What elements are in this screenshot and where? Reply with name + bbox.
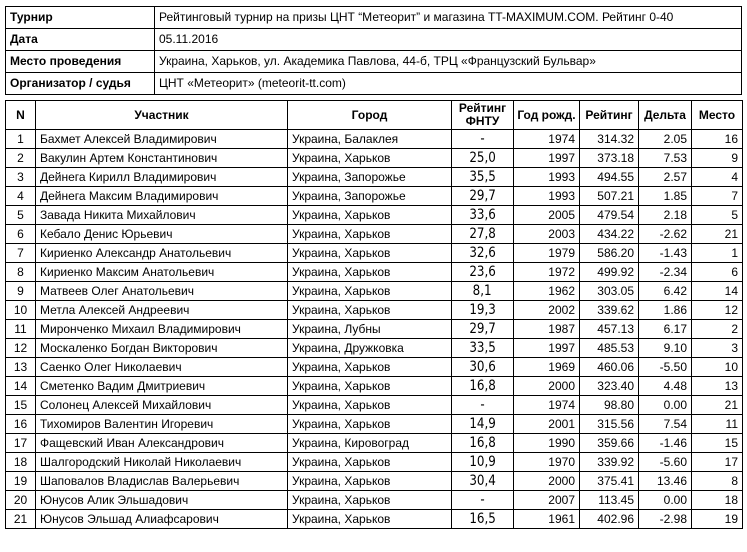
- info-value: Рейтинговый турнир на призы ЦНТ “Метеорит” и магазина TT-MAXIMUM.COM. Рейтинг 0-40: [155, 7, 742, 29]
- cell-birth-year: 1969: [514, 358, 580, 377]
- cell-participant: Шалгородский Николай Николаевич: [36, 453, 288, 472]
- table-row: [6, 377, 743, 396]
- cell-delta: 0.00: [639, 491, 692, 510]
- cell-city: Украина, Запорожье: [288, 168, 452, 187]
- cell-delta: 6.42: [639, 282, 692, 301]
- cell-n: 15: [6, 396, 36, 415]
- table-row: [6, 168, 743, 187]
- cell-city: Украина, Харьков: [288, 263, 452, 282]
- cell-birth-year: 1961: [514, 510, 580, 529]
- cell-birth-year: 2000: [514, 377, 580, 396]
- cell-city: Украина, Харьков: [288, 358, 452, 377]
- cell-fntu-rating: [452, 263, 514, 282]
- cell-fntu-rating: [452, 149, 514, 168]
- cell-n: 18: [6, 453, 36, 472]
- cell-rating: 499.92: [580, 263, 639, 282]
- cell-place: 3: [692, 339, 743, 358]
- info-key: Организатор / судья: [6, 73, 155, 95]
- cell-city: Украина, Харьков: [288, 510, 452, 529]
- cell-n: 12: [6, 339, 36, 358]
- cell-n: 13: [6, 358, 36, 377]
- cell-birth-year: 1987: [514, 320, 580, 339]
- cell-birth-year: 1962: [514, 282, 580, 301]
- cell-place: 5: [692, 206, 743, 225]
- cell-delta: -2.62: [639, 225, 692, 244]
- cell-rating: 507.21: [580, 187, 639, 206]
- cell-fntu-rating: [452, 434, 514, 453]
- cell-city: Украина, Дружковка: [288, 339, 452, 358]
- cell-place: 17: [692, 453, 743, 472]
- info-value: 05.11.2016: [155, 29, 742, 51]
- cell-city: Украина, Кировоград: [288, 434, 452, 453]
- cell-n: 10: [6, 301, 36, 320]
- header-fntu-line1: Рейтинг: [458, 101, 507, 115]
- cell-n: 2: [6, 149, 36, 168]
- cell-delta: 2.57: [639, 168, 692, 187]
- cell-rating: 485.53: [580, 339, 639, 358]
- fntu-value: -: [480, 131, 485, 147]
- cell-n: 4: [6, 187, 36, 206]
- fntu-value: 16,5: [469, 511, 496, 527]
- cell-participant: Юнусов Алик Эльшадович: [36, 491, 288, 510]
- cell-city: Украина, Запорожье: [288, 187, 452, 206]
- cell-fntu-rating: [452, 301, 514, 320]
- results-header-row: [6, 101, 743, 130]
- tournament-info-table: [5, 6, 742, 95]
- cell-fntu-rating: [452, 491, 514, 510]
- table-row: [6, 149, 743, 168]
- fntu-value: 32,6: [469, 245, 496, 261]
- cell-fntu-rating: [452, 244, 514, 263]
- table-row: [6, 130, 743, 149]
- fntu-value: 16,8: [469, 435, 496, 451]
- cell-participant: Кириенко Максим Анатольевич: [36, 263, 288, 282]
- cell-place: 10: [692, 358, 743, 377]
- cell-participant: Миронченко Михаил Владимирович: [36, 320, 288, 339]
- cell-place: 19: [692, 510, 743, 529]
- cell-delta: -5.60: [639, 453, 692, 472]
- fntu-value: 16,8: [469, 378, 496, 394]
- header-n: N: [6, 101, 36, 130]
- table-row: [6, 396, 743, 415]
- cell-rating: 339.62: [580, 301, 639, 320]
- cell-birth-year: 2001: [514, 415, 580, 434]
- cell-rating: 98.80: [580, 396, 639, 415]
- cell-fntu-rating: [452, 415, 514, 434]
- cell-rating: 303.05: [580, 282, 639, 301]
- cell-participant: Дейнега Кирилл Владимирович: [36, 168, 288, 187]
- fntu-value: 35,5: [469, 169, 496, 185]
- cell-place: 21: [692, 225, 743, 244]
- cell-place: 16: [692, 130, 743, 149]
- info-row: [6, 51, 742, 73]
- cell-n: 3: [6, 168, 36, 187]
- cell-participant: Шаповалов Владислав Валерьевич: [36, 472, 288, 491]
- header-fntu-line2: ФНТУ: [465, 114, 500, 128]
- cell-n: 1: [6, 130, 36, 149]
- cell-n: 11: [6, 320, 36, 339]
- cell-birth-year: 1997: [514, 339, 580, 358]
- cell-place: 14: [692, 282, 743, 301]
- cell-delta: 1.86: [639, 301, 692, 320]
- table-row: [6, 472, 743, 491]
- header-fntu-rating: [452, 101, 514, 130]
- cell-delta: 4.48: [639, 377, 692, 396]
- header-birth-year: Год рожд.: [514, 101, 580, 130]
- cell-delta: -1.46: [639, 434, 692, 453]
- cell-participant: Метла Алексей Андреевич: [36, 301, 288, 320]
- header-city: Город: [288, 101, 452, 130]
- cell-fntu-rating: [452, 206, 514, 225]
- cell-city: Украина, Харьков: [288, 453, 452, 472]
- cell-birth-year: 1993: [514, 168, 580, 187]
- cell-rating: 402.96: [580, 510, 639, 529]
- table-row: [6, 206, 743, 225]
- cell-delta: 13.46: [639, 472, 692, 491]
- results-table: [5, 100, 743, 529]
- cell-fntu-rating: [452, 225, 514, 244]
- cell-place: 15: [692, 434, 743, 453]
- cell-place: 2: [692, 320, 743, 339]
- cell-delta: 7.54: [639, 415, 692, 434]
- cell-rating: 375.41: [580, 472, 639, 491]
- cell-delta: 9.10: [639, 339, 692, 358]
- cell-place: 8: [692, 472, 743, 491]
- cell-birth-year: 1990: [514, 434, 580, 453]
- cell-n: 14: [6, 377, 36, 396]
- cell-n: 5: [6, 206, 36, 225]
- cell-participant: Дейнега Максим Владимирович: [36, 187, 288, 206]
- cell-delta: 1.85: [639, 187, 692, 206]
- cell-birth-year: 2007: [514, 491, 580, 510]
- fntu-value: 30,6: [469, 359, 496, 375]
- table-row: [6, 434, 743, 453]
- cell-place: 12: [692, 301, 743, 320]
- cell-participant: Завада Никита Михайлович: [36, 206, 288, 225]
- cell-delta: 7.53: [639, 149, 692, 168]
- cell-rating: 586.20: [580, 244, 639, 263]
- info-key: Место проведения: [6, 51, 155, 73]
- cell-participant: Солонец Алексей Михайлович: [36, 396, 288, 415]
- cell-birth-year: 2002: [514, 301, 580, 320]
- cell-n: 6: [6, 225, 36, 244]
- cell-participant: Фащевский Иван Александрович: [36, 434, 288, 453]
- fntu-value: 14,9: [469, 416, 496, 432]
- cell-city: Украина, Харьков: [288, 491, 452, 510]
- cell-participant: Кебало Денис Юрьевич: [36, 225, 288, 244]
- fntu-value: 29,7: [469, 321, 496, 337]
- cell-place: 7: [692, 187, 743, 206]
- cell-participant: Юнусов Эльшад Алиафсарович: [36, 510, 288, 529]
- cell-delta: 2.05: [639, 130, 692, 149]
- table-row: [6, 282, 743, 301]
- cell-rating: 113.45: [580, 491, 639, 510]
- cell-birth-year: 1972: [514, 263, 580, 282]
- fntu-value: 33,5: [469, 340, 496, 356]
- cell-rating: 339.92: [580, 453, 639, 472]
- cell-rating: 479.54: [580, 206, 639, 225]
- cell-delta: -2.34: [639, 263, 692, 282]
- cell-participant: Саенко Олег Николаевич: [36, 358, 288, 377]
- cell-n: 9: [6, 282, 36, 301]
- cell-n: 7: [6, 244, 36, 263]
- cell-rating: 323.40: [580, 377, 639, 396]
- cell-birth-year: 1997: [514, 149, 580, 168]
- cell-participant: Бахмет Алексей Владимирович: [36, 130, 288, 149]
- info-row: [6, 7, 742, 29]
- header-rating: Рейтинг: [580, 101, 639, 130]
- cell-fntu-rating: [452, 187, 514, 206]
- results-body: [6, 130, 743, 529]
- cell-delta: -1.43: [639, 244, 692, 263]
- cell-delta: 6.17: [639, 320, 692, 339]
- table-row: [6, 244, 743, 263]
- cell-fntu-rating: [452, 377, 514, 396]
- cell-delta: -5.50: [639, 358, 692, 377]
- cell-birth-year: 2000: [514, 472, 580, 491]
- cell-n: 20: [6, 491, 36, 510]
- fntu-value: -: [480, 492, 485, 508]
- fntu-value: 8,1: [473, 283, 492, 299]
- cell-city: Украина, Харьков: [288, 377, 452, 396]
- table-row: [6, 453, 743, 472]
- cell-city: Украина, Харьков: [288, 206, 452, 225]
- cell-n: 17: [6, 434, 36, 453]
- fntu-value: 25,0: [469, 150, 496, 166]
- fntu-value: 27,8: [469, 226, 496, 242]
- table-row: [6, 225, 743, 244]
- info-value: ЦНТ «Метеорит» (meteorit-tt.com): [155, 73, 742, 95]
- cell-birth-year: 2005: [514, 206, 580, 225]
- cell-place: 1: [692, 244, 743, 263]
- cell-city: Украина, Харьков: [288, 415, 452, 434]
- cell-birth-year: 1970: [514, 453, 580, 472]
- cell-rating: 315.56: [580, 415, 639, 434]
- cell-participant: Кириенко Александр Анатольевич: [36, 244, 288, 263]
- cell-n: 21: [6, 510, 36, 529]
- cell-fntu-rating: [452, 453, 514, 472]
- cell-rating: 314.32: [580, 130, 639, 149]
- cell-fntu-rating: [452, 472, 514, 491]
- cell-delta: -2.98: [639, 510, 692, 529]
- cell-city: Украина, Харьков: [288, 149, 452, 168]
- table-row: [6, 320, 743, 339]
- cell-fntu-rating: [452, 358, 514, 377]
- header-place: Место: [692, 101, 743, 130]
- info-row: [6, 29, 742, 51]
- cell-city: Украина, Лубны: [288, 320, 452, 339]
- table-row: [6, 187, 743, 206]
- cell-place: 13: [692, 377, 743, 396]
- cell-city: Украина, Харьков: [288, 225, 452, 244]
- cell-rating: 373.18: [580, 149, 639, 168]
- cell-fntu-rating: [452, 396, 514, 415]
- table-row: [6, 510, 743, 529]
- cell-birth-year: 1993: [514, 187, 580, 206]
- table-row: [6, 263, 743, 282]
- fntu-value: 29,7: [469, 188, 496, 204]
- cell-place: 18: [692, 491, 743, 510]
- cell-place: 9: [692, 149, 743, 168]
- cell-city: Украина, Харьков: [288, 472, 452, 491]
- cell-city: Украина, Харьков: [288, 244, 452, 263]
- info-key: Турнир: [6, 7, 155, 29]
- cell-city: Украина, Харьков: [288, 396, 452, 415]
- info-value: Украина, Харьков, ул. Академика Павлова, 44-б, ТРЦ «Французский Бульвар»: [155, 51, 742, 73]
- table-row: [6, 491, 743, 510]
- cell-participant: Тихомиров Валентин Игоревич: [36, 415, 288, 434]
- header-delta: Дельта: [639, 101, 692, 130]
- fntu-value: -: [480, 397, 485, 413]
- table-row: [6, 415, 743, 434]
- cell-n: 16: [6, 415, 36, 434]
- cell-place: 11: [692, 415, 743, 434]
- cell-birth-year: 1974: [514, 130, 580, 149]
- cell-city: Украина, Харьков: [288, 301, 452, 320]
- cell-birth-year: 1974: [514, 396, 580, 415]
- fntu-value: 30,4: [469, 473, 496, 489]
- cell-fntu-rating: [452, 339, 514, 358]
- cell-city: Украина, Балаклея: [288, 130, 452, 149]
- cell-rating: 457.13: [580, 320, 639, 339]
- cell-place: 4: [692, 168, 743, 187]
- cell-rating: 494.55: [580, 168, 639, 187]
- cell-delta: 2.18: [639, 206, 692, 225]
- cell-birth-year: 2003: [514, 225, 580, 244]
- cell-participant: Матвеев Олег Анатольевич: [36, 282, 288, 301]
- info-key: Дата: [6, 29, 155, 51]
- cell-rating: 460.06: [580, 358, 639, 377]
- cell-birth-year: 1979: [514, 244, 580, 263]
- cell-rating: 434.22: [580, 225, 639, 244]
- cell-n: 8: [6, 263, 36, 282]
- table-row: [6, 339, 743, 358]
- cell-participant: Сметенко Вадим Дмитриевич: [36, 377, 288, 396]
- cell-fntu-rating: [452, 510, 514, 529]
- cell-participant: Вакулин Артем Константинович: [36, 149, 288, 168]
- fntu-value: 23,6: [469, 264, 496, 280]
- cell-fntu-rating: [452, 130, 514, 149]
- header-participant: Участник: [36, 101, 288, 130]
- cell-rating: 359.66: [580, 434, 639, 453]
- fntu-value: 10,9: [469, 454, 496, 470]
- cell-delta: 0.00: [639, 396, 692, 415]
- cell-fntu-rating: [452, 320, 514, 339]
- cell-city: Украина, Харьков: [288, 282, 452, 301]
- tournament-info-body: [6, 7, 742, 95]
- cell-participant: Москаленко Богдан Викторович: [36, 339, 288, 358]
- fntu-value: 19,3: [469, 302, 496, 318]
- cell-place: 21: [692, 396, 743, 415]
- info-row: [6, 73, 742, 95]
- table-row: [6, 301, 743, 320]
- table-row: [6, 358, 743, 377]
- cell-fntu-rating: [452, 168, 514, 187]
- cell-fntu-rating: [452, 282, 514, 301]
- fntu-value: 33,6: [469, 207, 496, 223]
- cell-place: 6: [692, 263, 743, 282]
- cell-n: 19: [6, 472, 36, 491]
